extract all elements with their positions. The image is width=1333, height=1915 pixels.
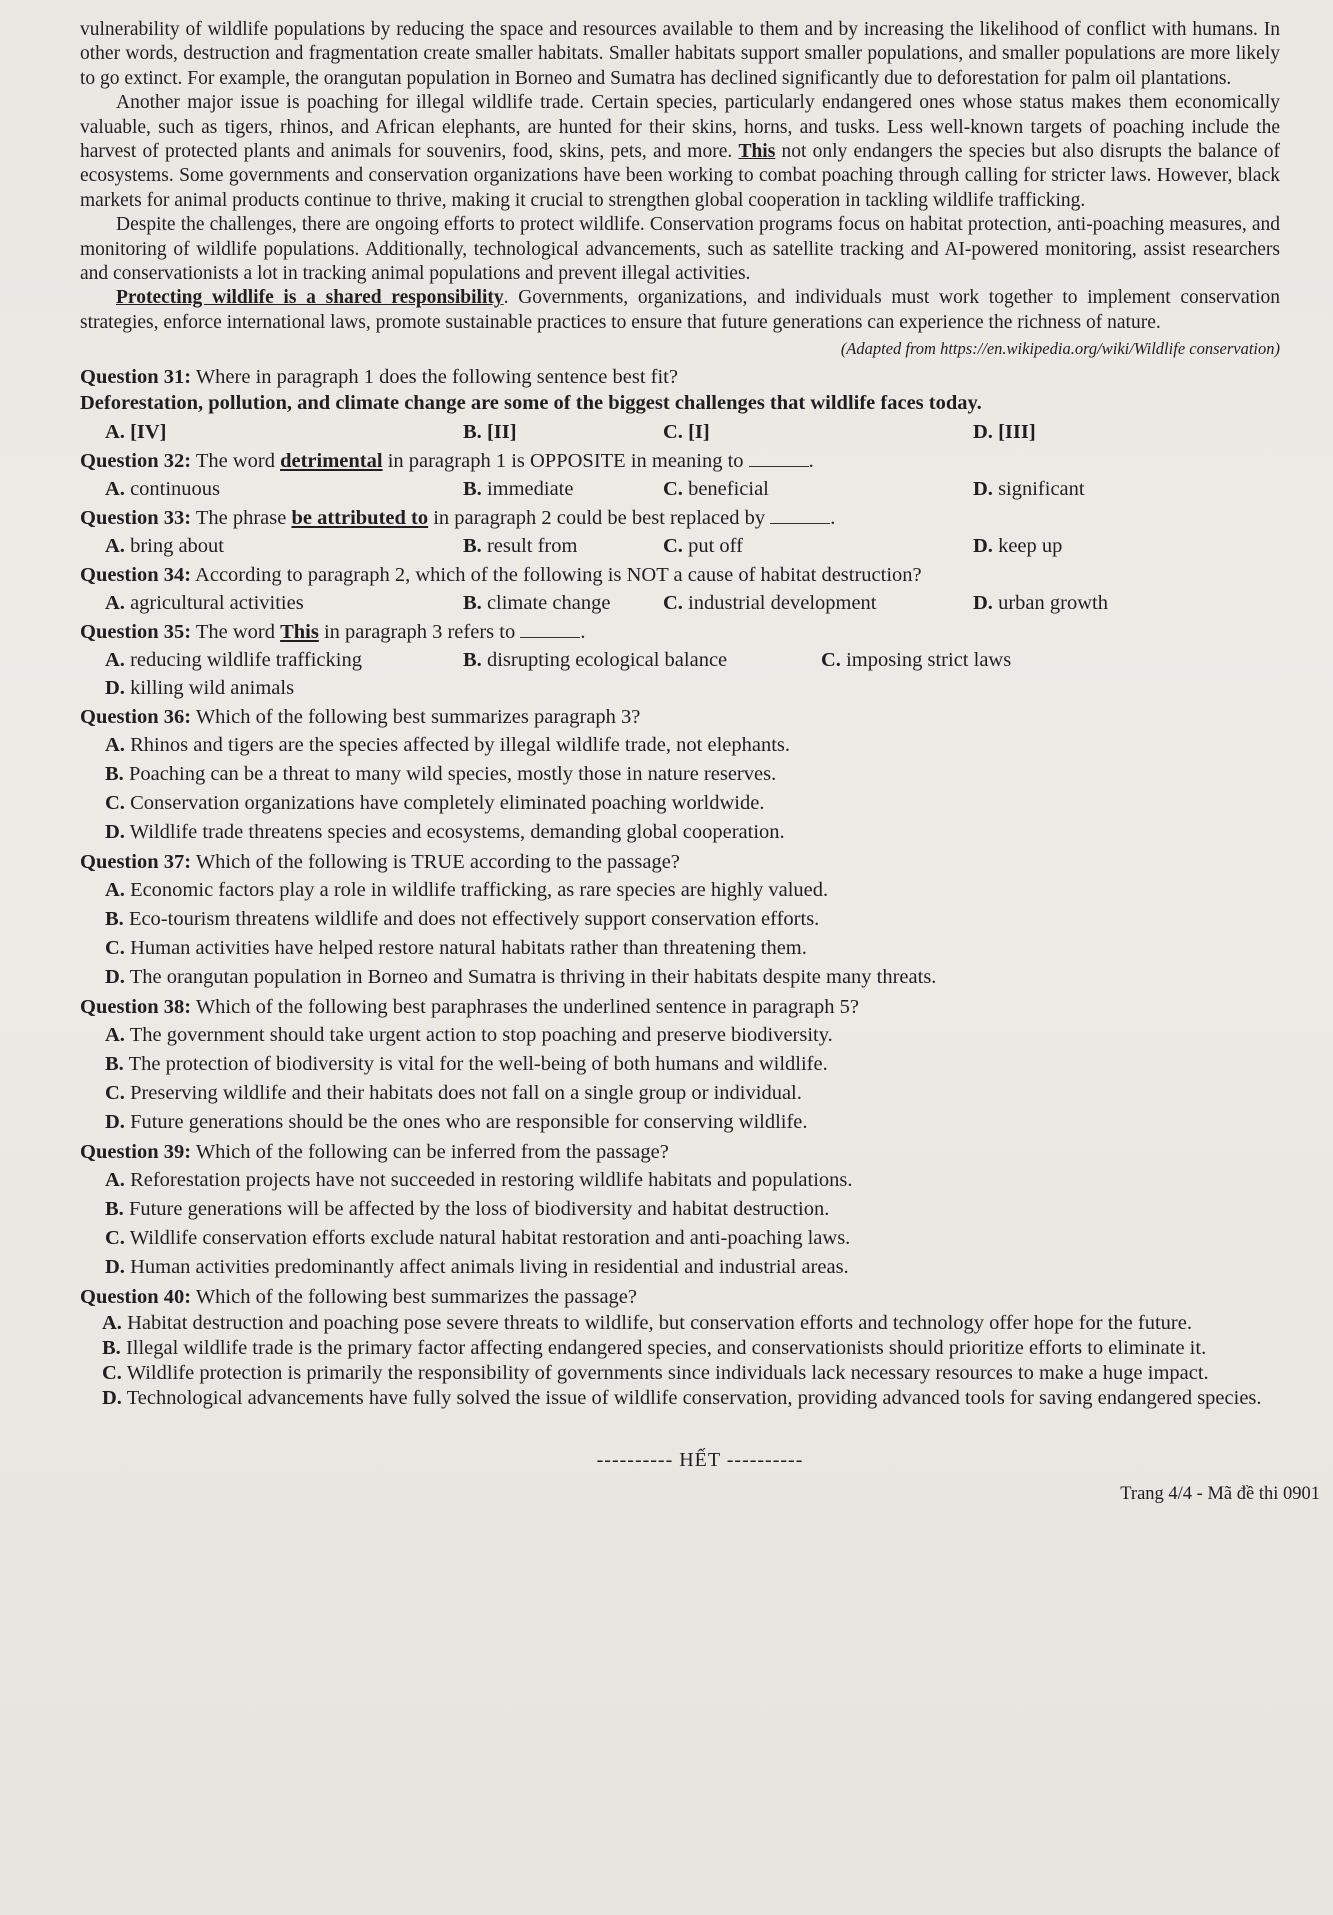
answer-blank — [520, 637, 580, 638]
page-footer: Trang 4/4 - Mã đề thi 0901 — [1120, 1484, 1320, 1505]
option-d[interactable]: D. The orangutan population in Borneo and Sumatra is thriving in their habitats despite many threats. — [105, 966, 937, 989]
question-31: Question 31: Where in paragraph 1 does the following sentence best fit? — [80, 366, 678, 389]
question-31-sentence: Deforestation, pollution, and climate change are some of the biggest challenges that wildlife faces today. — [80, 392, 982, 415]
option-b[interactable]: B. Illegal wildlife trade is the primary factor affecting endangered species, and conservationists should prioritize efforts to eliminate it. — [102, 1337, 1207, 1360]
option-b[interactable]: B. disrupting ecological balance — [463, 649, 728, 672]
option-a[interactable]: A. The government should take urgent action to stop poaching and preserve biodiversity. — [105, 1024, 833, 1047]
answer-blank — [749, 466, 809, 467]
option-c[interactable]: C. Conservation organizations have completely eliminated poaching worldwide. — [105, 792, 765, 815]
answer-blank — [770, 523, 830, 524]
option-a[interactable]: A. Reforestation projects have not succeeded in restoring wildlife habitats and populations. — [105, 1169, 853, 1192]
option-b[interactable]: B. Eco-tourism threatens wildlife and does not effectively support conservation efforts. — [105, 908, 820, 931]
option-a[interactable]: A. [IV] — [105, 421, 167, 444]
option-c[interactable]: C. Wildlife conservation efforts exclude natural habitat restoration and anti-poaching laws. — [105, 1227, 851, 1250]
option-c[interactable]: C. [I] — [663, 421, 710, 444]
passage-paragraph-4: Protecting wildlife is a shared responsibility. Governments, organizations, and individuals must work together to implement conservation strategies, enforce international laws, promote sustainable practices to ensure that future generations can experience the richness of nature. — [80, 287, 1280, 333]
question-38: Question 38: Which of the following best paraphrases the underlined sentence in paragraph 5? — [80, 996, 859, 1019]
question-34: Question 34: According to paragraph 2, which of the following is NOT a cause of habitat destruction? — [80, 564, 922, 587]
underlined-sentence: Protecting wildlife is a shared responsibility — [116, 287, 504, 309]
question-32: Question 32: The word detrimental in paragraph 1 is OPPOSITE in meaning to . — [80, 450, 814, 473]
option-b[interactable]: B. Future generations will be affected by the loss of biodiversity and habitat destruction. — [105, 1198, 830, 1221]
option-d[interactable]: D. killing wild animals — [105, 677, 295, 700]
option-b[interactable]: B. immediate — [463, 478, 574, 501]
option-d[interactable]: D. Human activities predominantly affect animals living in residential and industrial areas. — [105, 1256, 849, 1279]
option-d[interactable]: D. Technological advancements have fully solved the issue of wildlife conservation, providing advanced tools for saving endangered species. — [102, 1387, 1262, 1410]
question-32-options — [105, 475, 1320, 503]
end-marker: ---------- HẾT ---------- — [596, 1449, 804, 1472]
option-a[interactable]: A. reducing wildlife trafficking — [105, 649, 362, 672]
option-c[interactable]: C. imposing strict laws — [821, 649, 1012, 672]
option-c[interactable]: C. Preserving wildlife and their habitats does not fall on a single group or individual. — [105, 1082, 802, 1105]
option-d[interactable]: D. Wildlife trade threatens species and ecosystems, demanding global cooperation. — [105, 821, 785, 844]
question-37: Question 37: Which of the following is TRUE according to the passage? — [80, 851, 680, 874]
question-39: Question 39: Which of the following can be inferred from the passage? — [80, 1141, 669, 1164]
question-34-options — [105, 589, 1320, 617]
question-33-options — [105, 532, 1320, 560]
option-a[interactable]: A. Rhinos and tigers are the species affected by illegal wildlife trade, not elephants. — [105, 734, 791, 757]
underlined-this: This — [738, 141, 776, 163]
question-33: Question 33: The phrase be attributed to in paragraph 2 could be best replaced by . — [80, 507, 836, 530]
option-a[interactable]: A. Economic factors play a role in wildlife trafficking, as rare species are highly valued. — [105, 879, 829, 902]
option-a[interactable]: A. continuous — [105, 478, 221, 501]
question-35: Question 35: The word This in paragraph 3 refers to . — [80, 621, 586, 644]
option-c[interactable]: C. industrial development — [663, 592, 877, 615]
passage-paragraph-2: Another major issue is poaching for illegal wildlife trade. Certain species, particularly endangered ones whose status makes them economically valuable, such as tigers, rhinos, and African elephants, are hunted for their skins, horns, and tusks. Less well-known targets of poaching include the harvest of protected plants and animals for souvenirs, food, skins, pets, and more. This not only endangers the species but also disrupts the balance of ecosystems. Some governments and conservation organizations have been working to combat poaching through calling for stricter laws. However, black markets for animal products continue to thrive, making it crucial to strengthen global cooperation in tackling wildlife trafficking. — [80, 92, 1280, 211]
option-d[interactable]: D. keep up — [973, 535, 1063, 558]
option-c[interactable]: C. Wildlife protection is primarily the responsibility of governments since individuals lack necessary resources to make a huge impact. — [102, 1362, 1209, 1385]
option-d[interactable]: D. [III] — [973, 421, 1036, 444]
option-c[interactable]: C. put off — [663, 535, 743, 558]
option-a[interactable]: A. agricultural activities — [105, 592, 304, 615]
option-b[interactable]: B. [II] — [463, 421, 517, 444]
passage-paragraph-1: vulnerability of wildlife populations by reducing the space and resources available to them and by increasing the likelihood of conflict with humans. In other words, destruction and fragmentation create smaller habitats. Smaller habitats support smaller populations, and smaller populations are more likely to go extinct. For example, the orangutan population in Borneo and Sumatra has declined significantly due to deforestation for palm oil plantations. — [80, 19, 1280, 89]
option-b[interactable]: B. Poaching can be a threat to many wild species, mostly those in nature reserves. — [105, 763, 777, 786]
option-c[interactable]: C. beneficial — [663, 478, 769, 501]
option-d[interactable]: D. Future generations should be the ones who are responsible for conserving wildlife. — [105, 1111, 808, 1134]
question-35-options — [105, 646, 1320, 702]
option-b[interactable]: B. The protection of biodiversity is vital for the well-being of both humans and wildlife. — [105, 1053, 828, 1076]
option-d[interactable]: D. urban growth — [973, 592, 1108, 615]
question-36: Question 36: Which of the following best summarizes paragraph 3? — [80, 706, 641, 729]
page-content — [80, 18, 1320, 1505]
option-d[interactable]: D. significant — [973, 478, 1085, 501]
option-a[interactable]: A. Habitat destruction and poaching pose severe threats to wildlife, but conservation efforts and technology offer hope for the future. — [102, 1312, 1192, 1335]
source-citation: (Adapted from https://en.wikipedia.org/wiki/Wildlife conservation) — [840, 339, 1280, 359]
option-b[interactable]: B. result from — [463, 535, 578, 558]
question-31-options — [105, 418, 1320, 446]
option-b[interactable]: B. climate change — [463, 592, 611, 615]
option-c[interactable]: C. Human activities have helped restore natural habitats rather than threatening them. — [105, 937, 807, 960]
option-a[interactable]: A. bring about — [105, 535, 225, 558]
question-40: Question 40: Which of the following best summarizes the passage? — [80, 1286, 638, 1309]
passage-paragraph-3: Despite the challenges, there are ongoing efforts to protect wildlife. Conservation programs focus on habitat protection, anti-poaching measures, and monitoring of wildlife populations. Additionally, technological advancements, such as satellite tracking and AI-powered monitoring, assist researchers and conservationists a lot in tracking animal populations and prevent illegal activities. — [80, 214, 1280, 285]
